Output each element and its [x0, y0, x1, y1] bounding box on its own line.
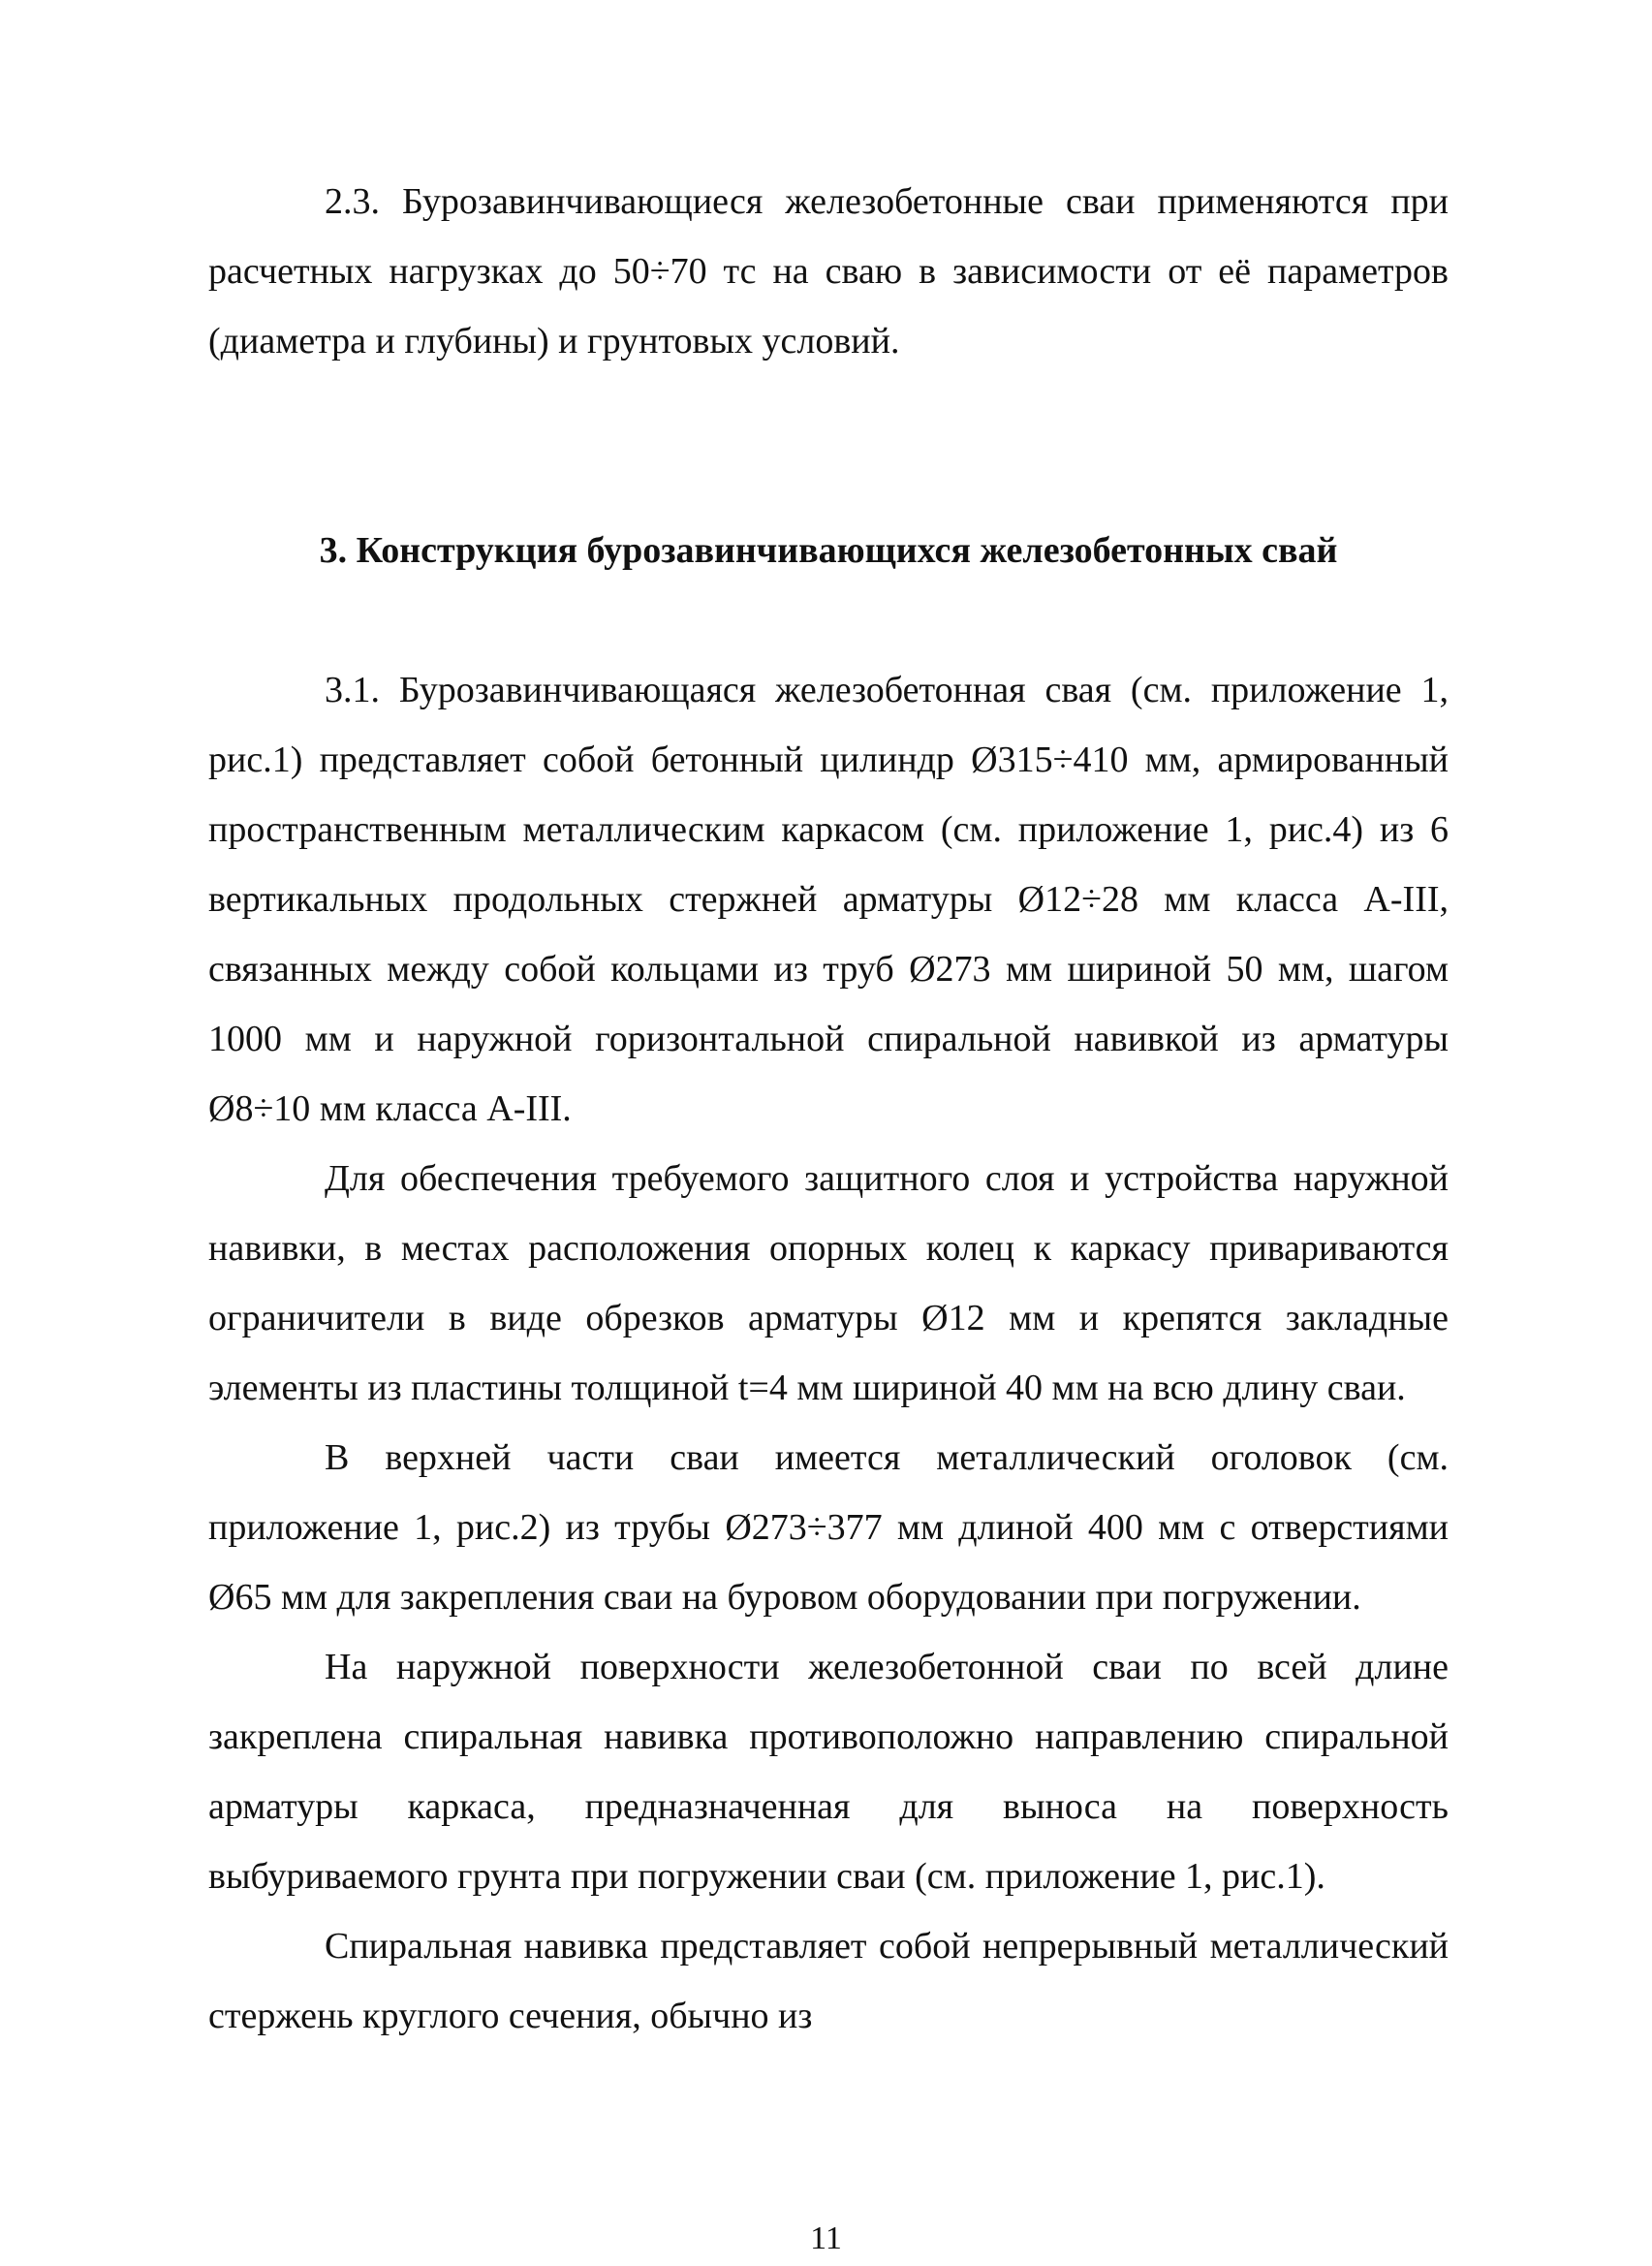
text-column [208, 167, 1449, 2051]
paragraph-3-1: 3.1. Бурозавинчивающаяся железобетонная свая (см. приложение 1, рис.1) представляет собой бетонный цилиндр Ø315÷410 мм, армированный пространственным металлическим каркасом (см. приложение 1, рис.4) из 6 вертикальных продольных стержней арматуры Ø12÷28 мм класса А-III, связанных между собой кольцами из труб Ø273 мм шириной 50 мм, шагом 1000 мм и наружной горизонтальной спиральной навивкой из арматуры Ø8÷10 мм класса А-III. [208, 670, 1449, 1129]
paragraph-2-3: 2.3. Бурозавинчивающиеся железобетонные сваи применяются при расчетных нагрузках до 50÷70 тс на сваю в зависимости от её параметров (диаметра и глубины) и грунтовых условий. [208, 181, 1449, 362]
paragraph-pile-head: В верхней части сваи имеется металлический оголовок (см. приложение 1, рис.2) из трубы Ø273÷377 мм длиной 400 мм с отверстиями Ø65 мм для закрепления сваи на буровом оборудовании при погружении. [208, 1437, 1449, 1618]
page-number: 11 [810, 2220, 842, 2256]
spacer [208, 585, 1449, 655]
spacer [208, 376, 1449, 516]
paragraph-spiral-winding: На наружной поверхности железобетонной сваи по всей длине закреплена спиральная навивка противоположно направлению спиральной арматуры каркаса, предназначенная для выноса на поверхность выбуриваемого грунта при погружении сваи (см. приложение 1, рис.1). [208, 1647, 1449, 1897]
paragraph-protective-layer: Для обеспечения требуемого защитного слоя и устройства наружной навивки, в местах расположения опорных колец к каркасу привариваются ограничители в виде обрезков арматуры Ø12 мм и крепятся закладные элементы из пластины толщиной t=4 мм шириной 40 мм на всю длину сваи. [208, 1158, 1449, 1408]
paragraph-spiral-description: Спиральная навивка представляет собой непрерывный металлический стержень круглого сечения, обычно из [208, 1926, 1449, 2036]
section-heading: 3. Конструкция бурозавинчивающихся железобетонных свай [319, 530, 1338, 571]
